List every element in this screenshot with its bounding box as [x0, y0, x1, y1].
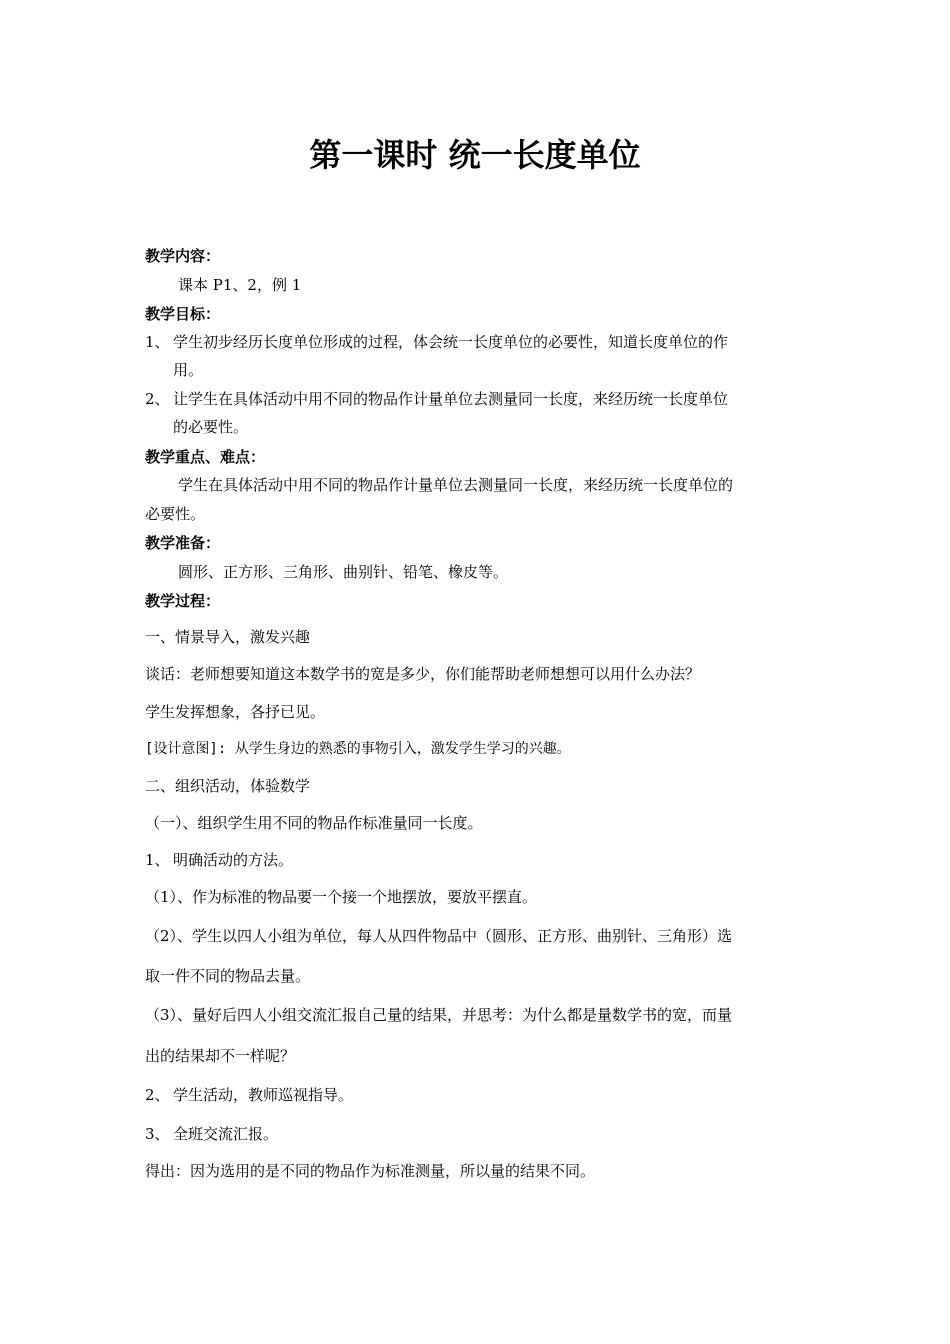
- step-3-number: 3、: [145, 1125, 170, 1143]
- conclusion: 得出：因为选用的是不同的物品作为标准测量，所以量的结果不同。: [145, 1162, 596, 1180]
- step-1-number: 1、: [145, 851, 170, 869]
- subsection-1: （一）、组织学生用不同的物品作标准量同一长度。: [145, 814, 483, 832]
- item-2: （2）、学生以四人小组为单位，每人从四件物品中（圆形、正方形、曲别针、三角形）选: [145, 927, 733, 945]
- goals-heading: 教学目标：: [145, 305, 221, 323]
- goal-2-number: 2、: [145, 390, 170, 408]
- goal-2-continued: 的必要性。: [173, 418, 249, 436]
- key-points-continued: 必要性。: [145, 505, 206, 523]
- step-2-number: 2、: [145, 1086, 170, 1104]
- goal-1-continued: 用。: [173, 361, 204, 379]
- goal-2-text: 让学生在具体活动中用不同的物品作计量单位去测量同一长度，来经历统一长度单位: [173, 390, 729, 408]
- process-heading: 教学过程：: [145, 592, 221, 610]
- section-2-heading: 二、组织活动，体验数学: [145, 777, 311, 795]
- step-3: [145, 1124, 278, 1144]
- item-3: （3）、量好后四人小组交流汇报自己量的结果，并思考：为什么都是量数学书的宽，而量: [145, 1006, 733, 1024]
- step-3-text: 全班交流汇报。: [173, 1125, 279, 1143]
- item-3-continued: 出的结果却不一样呢？: [145, 1047, 296, 1065]
- content-heading: 教学内容：: [145, 247, 221, 265]
- section-1-heading: 一、情景导入，激发兴趣: [145, 628, 311, 646]
- key-points-text: 学生在具体活动中用不同的物品作计量单位去测量同一长度，来经历统一长度单位的: [178, 476, 734, 494]
- preparation-text: 圆形、正方形、三角形、曲别针、铅笔、橡皮等。: [178, 563, 509, 581]
- step-2-text: 学生活动，教师巡视指导。: [173, 1086, 354, 1104]
- imagine-paragraph: 学生发挥想象，各抒已见。: [145, 703, 326, 721]
- goal-2: [145, 389, 728, 409]
- key-points-heading: 教学重点、难点：: [145, 448, 266, 466]
- step-2: [145, 1085, 353, 1105]
- content-text: 课本 P1、2，例 1: [178, 276, 302, 294]
- goal-1-text: 学生初步经历长度单位形成的过程，体会统一长度单位的必要性，知道长度单位的作: [173, 333, 729, 351]
- goal-1: [145, 332, 728, 352]
- item-1: （1）、作为标准的物品要一个接一个地摆放，要放平摆直。: [145, 888, 538, 906]
- preparation-heading: 教学准备：: [145, 534, 221, 552]
- step-1: [145, 850, 293, 870]
- talk-paragraph: 谈话：老师想要知道这本数学书的宽是多少，你们能帮助老师想想可以用什么办法？: [145, 665, 701, 683]
- page-title: 第一课时 统一长度单位: [309, 136, 641, 174]
- item-2-continued: 取一件不同的物品去量。: [145, 967, 311, 985]
- design-intent: [设计意图]: 从学生身边的熟悉的事物引入，激发学生学习的兴趣。: [145, 741, 571, 757]
- goal-1-number: 1、: [145, 333, 170, 351]
- step-1-text: 明确活动的方法。: [173, 851, 294, 869]
